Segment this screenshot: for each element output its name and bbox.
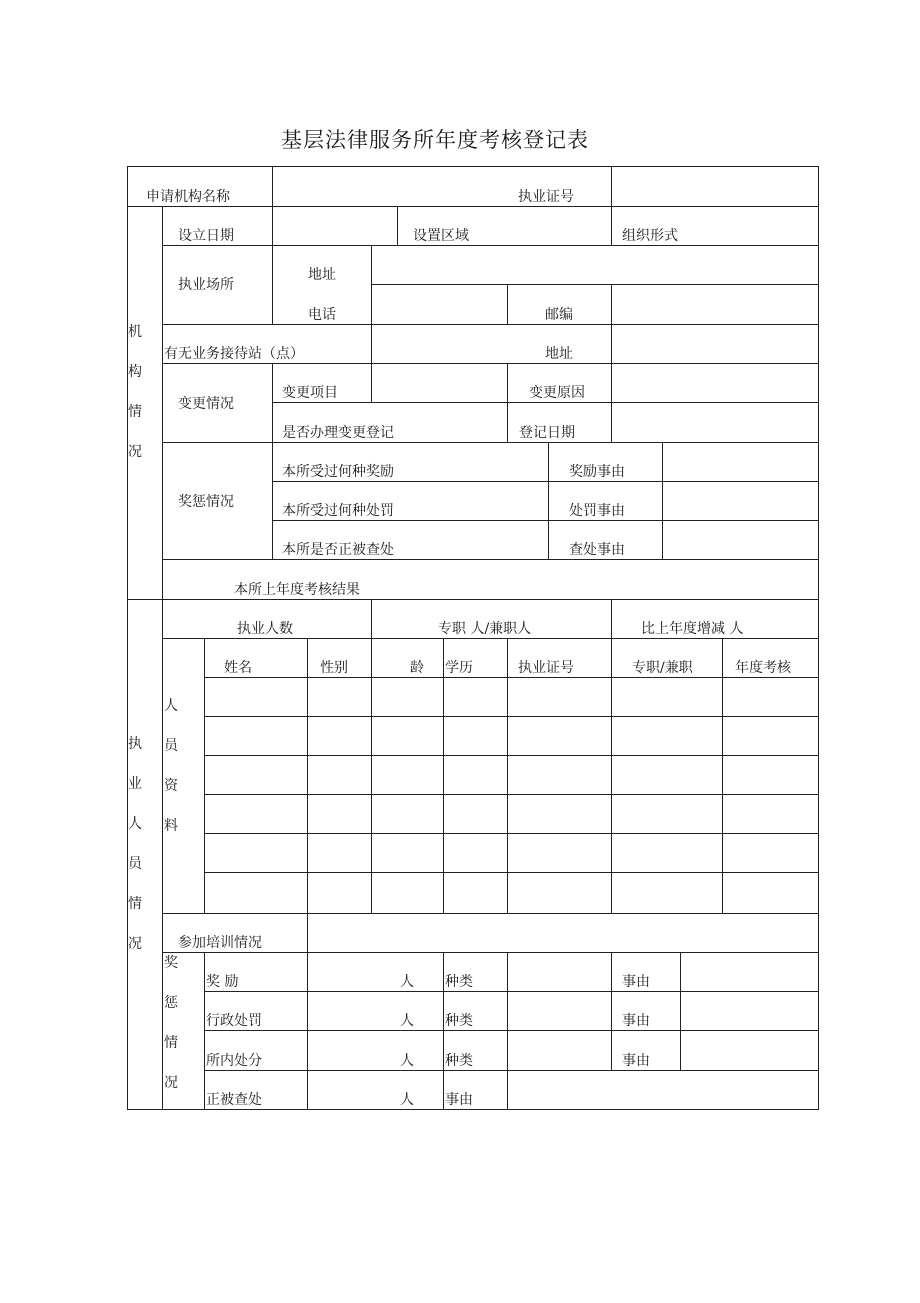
- grid-line: [204, 991, 818, 992]
- header-full-part: 专职/兼职: [632, 660, 693, 676]
- grid-line: [204, 794, 818, 795]
- rp-row-name: 行政处罚: [206, 1013, 262, 1029]
- grid-line: [611, 952, 612, 1070]
- grid-line: [507, 952, 508, 1110]
- applicant-name-label: 申请机构名称: [146, 189, 230, 205]
- grid-line: [272, 402, 818, 403]
- grid-line: [204, 638, 205, 913]
- page-title: 基层法律服务所年度考核登记表: [281, 128, 589, 152]
- vertical-label-char: 业: [128, 776, 142, 792]
- grid-line: [307, 638, 308, 913]
- grid-line: [204, 872, 818, 873]
- rp-row-name: 所内处分: [206, 1053, 262, 1069]
- address-label: 地址: [308, 267, 336, 283]
- vertical-label-char: 构: [128, 364, 142, 380]
- table-border-top: [127, 166, 818, 167]
- vertical-label-char: 执: [128, 736, 142, 752]
- vertical-label-char: 惩: [164, 995, 178, 1011]
- grid-line: [272, 520, 818, 521]
- station-address-label: 地址: [545, 346, 573, 362]
- grid-line: [507, 363, 508, 442]
- change-vs-last-label: 比上年度增减 人: [641, 621, 744, 637]
- grid-line: [611, 638, 612, 913]
- rp-row-reason: 事由: [622, 974, 650, 990]
- change-item-label: 变更项目: [282, 385, 338, 401]
- rp-row-unit: 人: [400, 1092, 414, 1108]
- full-part-label: 专职 人/兼职人: [438, 621, 532, 637]
- header-education: 学历: [445, 660, 473, 676]
- staff-section-label: [128, 736, 144, 976]
- grid-line: [611, 363, 612, 442]
- grid-line: [162, 442, 818, 443]
- vertical-label-char: 人: [164, 698, 178, 714]
- header-license-no: 执业证号: [518, 660, 574, 676]
- vertical-label-char: 料: [164, 818, 178, 834]
- grid-line: [204, 1070, 818, 1071]
- grid-line: [162, 245, 818, 246]
- grid-line: [204, 716, 818, 717]
- rp-row-kind: 种类: [445, 1053, 473, 1069]
- phone-label: 电话: [308, 307, 336, 323]
- change-reason-label: 变更原因: [529, 385, 585, 401]
- rewarded-label: 本所受过何种奖励: [282, 464, 394, 480]
- rp-row-kind: 事由: [445, 1092, 473, 1108]
- grid-line: [507, 284, 508, 324]
- grid-line: [507, 638, 508, 913]
- vertical-label-char: 况: [128, 444, 142, 460]
- vertical-label-char: 员: [128, 856, 142, 872]
- grid-line: [162, 206, 163, 599]
- header-age: 龄: [410, 660, 424, 676]
- reception-station-label: 有无业务接待站（点）: [164, 346, 304, 362]
- grid-line: [162, 952, 818, 953]
- grid-line: [307, 913, 308, 952]
- rp-row-unit: 人: [400, 1053, 414, 1069]
- grid-line: [371, 363, 372, 402]
- grid-line: [443, 638, 444, 913]
- grid-line: [722, 638, 723, 913]
- grid-line: [162, 599, 163, 1110]
- institution-section-label: [128, 324, 144, 464]
- staff-count-label: 执业人数: [237, 621, 293, 637]
- grid-line: [371, 284, 818, 285]
- grid-line: [204, 755, 818, 756]
- training-label: 参加培训情况: [178, 935, 262, 951]
- license-no-label: 执业证号: [518, 189, 574, 205]
- grid-line: [162, 559, 818, 560]
- investigation-reason-label: 查处事由: [569, 542, 625, 558]
- grid-line: [371, 638, 372, 913]
- punish-reason-label: 处罚事由: [569, 503, 625, 519]
- reward-reason-label: 奖励事由: [569, 464, 625, 480]
- grid-line: [548, 442, 549, 559]
- vertical-label-char: 人: [128, 816, 142, 832]
- vertical-label-char: 情: [128, 404, 142, 420]
- grid-line: [611, 284, 612, 324]
- grid-line: [443, 952, 444, 1110]
- grid-line: [680, 952, 681, 1070]
- staff-rp-label: [164, 955, 180, 1105]
- grid-line: [307, 952, 308, 1110]
- vertical-label-char: 奖: [164, 955, 178, 971]
- register-date-label: 登记日期: [519, 425, 575, 441]
- rp-row-reason: 事由: [622, 1053, 650, 1069]
- grid-line: [162, 324, 818, 325]
- grid-line: [272, 363, 273, 442]
- area-label: 设置区域: [413, 228, 469, 244]
- reward-punish-label: 奖惩情况: [178, 494, 234, 510]
- change-status-label: 变更情况: [178, 396, 234, 412]
- grid-line: [162, 363, 818, 364]
- grid-line: [272, 481, 818, 482]
- rp-row-reason: 事由: [622, 1013, 650, 1029]
- grid-line: [272, 166, 273, 245]
- vertical-label-char: 况: [128, 936, 142, 952]
- rp-row-name: 正被查处: [206, 1092, 262, 1108]
- header-annual-review: 年度考核: [735, 660, 791, 676]
- grid-line: [371, 245, 372, 363]
- header-gender: 性别: [320, 660, 348, 676]
- grid-line: [204, 833, 818, 834]
- vertical-label-char: 情: [128, 896, 142, 912]
- postcode-label: 邮编: [545, 307, 573, 323]
- org-form-label: 组织形式: [622, 228, 678, 244]
- grid-line: [127, 599, 818, 600]
- punished-label: 本所受过何种处罚: [282, 503, 394, 519]
- rp-row-kind: 种类: [445, 974, 473, 990]
- grid-line: [662, 442, 663, 559]
- grid-line: [397, 206, 398, 245]
- grid-line: [611, 166, 612, 245]
- grid-line: [162, 638, 818, 639]
- grid-line: [204, 677, 818, 678]
- grid-line: [371, 599, 372, 638]
- vertical-label-char: 况: [164, 1075, 178, 1091]
- vertical-label-char: 员: [164, 738, 178, 754]
- personnel-label: [164, 698, 180, 858]
- rp-row-unit: 人: [400, 974, 414, 990]
- rp-row-unit: 人: [400, 1013, 414, 1029]
- established-date-label: 设立日期: [178, 228, 234, 244]
- last-year-result-label: 本所上年度考核结果: [234, 582, 360, 598]
- table-border-bottom: [127, 1109, 818, 1110]
- grid-line: [272, 245, 273, 324]
- rp-row-name: 奖 励: [206, 974, 239, 990]
- header-name: 姓名: [224, 660, 252, 676]
- under-investigation-label: 本所是否正被查处: [282, 542, 394, 558]
- table-border-right: [818, 166, 819, 1110]
- grid-line: [204, 952, 205, 1110]
- vertical-label-char: 资: [164, 778, 178, 794]
- grid-line: [272, 442, 273, 559]
- vertical-label-char: 机: [128, 324, 142, 340]
- premises-label: 执业场所: [178, 277, 234, 293]
- grid-line: [162, 913, 818, 914]
- vertical-label-char: 情: [164, 1035, 178, 1051]
- grid-line: [127, 206, 818, 207]
- grid-line: [204, 1030, 818, 1031]
- change-registered-label: 是否办理变更登记: [282, 425, 394, 441]
- grid-line: [611, 324, 612, 363]
- grid-line: [611, 599, 612, 638]
- rp-row-kind: 种类: [445, 1013, 473, 1029]
